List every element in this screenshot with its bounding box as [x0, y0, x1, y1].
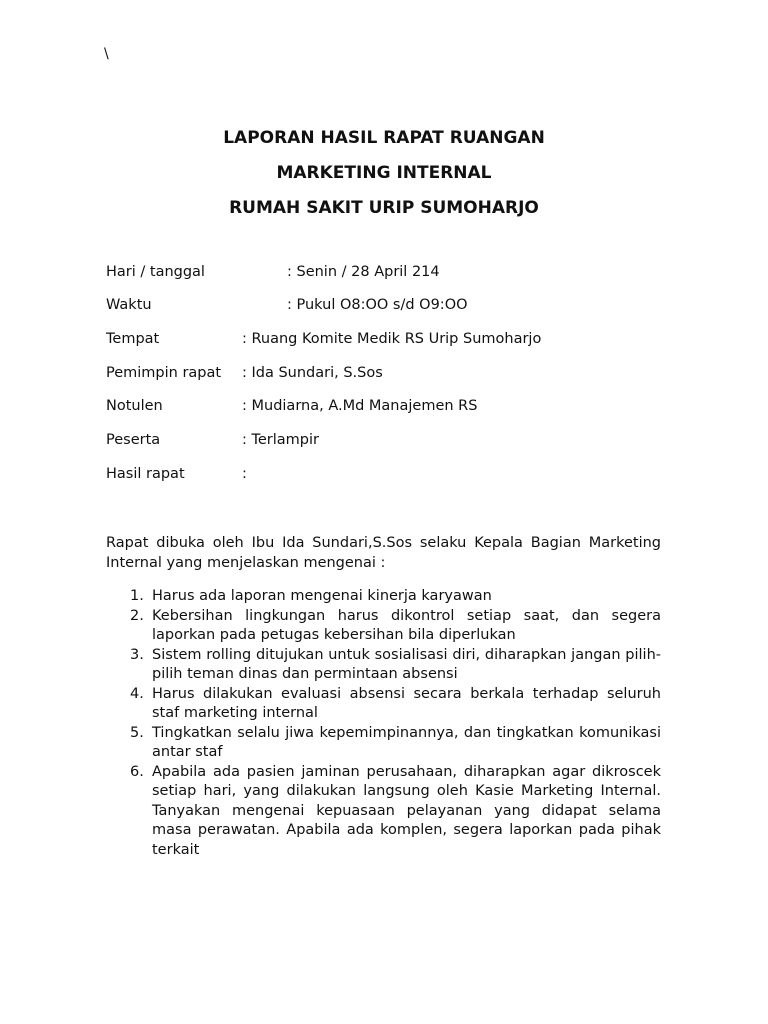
list-item-text: Tingkatkan selalu jiwa kepemimpinannya, dan tingkatkan komunikasi antar staf — [152, 724, 661, 760]
detail-row-notulen — [106, 398, 478, 414]
list-item-text: Harus dilakukan evaluasi absensi secara berkala terhadap seluruh staf marketing internal — [152, 685, 661, 721]
detail-value: : Ruang Komite Medik RS Urip Sumoharjo — [242, 331, 542, 347]
list-item-number: 6. — [130, 763, 144, 780]
meeting-points-list — [106, 587, 661, 860]
list-item-text: Apabila ada pasien jaminan perusahaan, diharapkan agar dikroscek setiap hari, yang dilakukan langsung oleh Kasie Marketing Internal. Tanyakan mengenai kepuasaan pelayanan yang didapat selama masa perawatan. Apabila ada komplen, segera laporkan pada pihak terkait — [152, 763, 661, 858]
detail-value: : Pukul O8:OO s/d O9:OO — [287, 297, 468, 313]
list-item-number: 4. — [130, 685, 144, 702]
list-item — [106, 685, 661, 724]
list-item — [106, 763, 661, 861]
detail-value: : — [242, 466, 247, 482]
detail-row-peserta — [106, 432, 320, 448]
list-item-number: 5. — [130, 724, 144, 741]
detail-label: Hari / tanggal — [106, 264, 205, 280]
detail-value: : Senin / 28 April 214 — [287, 264, 440, 280]
list-item-number: 1. — [130, 588, 144, 604]
detail-row-hasil-rapat — [106, 466, 247, 482]
document-title-line-1: LAPORAN HASIL RAPAT RUANGAN — [223, 128, 545, 148]
detail-row-tempat — [106, 331, 542, 347]
detail-value: : Ida Sundari, S.Sos — [242, 365, 383, 381]
detail-value: : Mudiarna, A.Md Manajemen RS — [242, 398, 478, 414]
detail-label: Peserta — [106, 432, 161, 448]
list-item — [106, 724, 661, 763]
detail-label: Pemimpin rapat — [106, 365, 222, 381]
stray-mark: \ — [104, 46, 109, 62]
detail-row-pemimpin-rapat — [106, 365, 383, 381]
detail-label: Tempat — [106, 331, 160, 347]
list-item — [106, 587, 661, 607]
list-item-number: 3. — [130, 646, 144, 663]
list-item — [106, 607, 661, 646]
document-title-line-3: RUMAH SAKIT URIP SUMOHARJO — [229, 198, 539, 218]
list-item-text: Sistem rolling ditujukan untuk sosialisasi diri, diharapkan jangan pilih-pilih teman dinas dan permintaan absensi — [152, 646, 661, 682]
list-item-number: 2. — [130, 607, 144, 624]
detail-row-hari-tanggal — [106, 264, 440, 280]
detail-label: Waktu — [106, 297, 152, 313]
document-title-line-2: MARKETING INTERNAL — [276, 163, 492, 183]
intro-paragraph: Rapat dibuka oleh Ibu Ida Sundari,S.Sos selaku Kepala Bagian Marketing Internal yang menjelaskan mengenai : — [106, 535, 661, 571]
detail-label: Hasil rapat — [106, 466, 185, 482]
detail-label: Notulen — [106, 398, 163, 414]
list-item-text: Kebersihan lingkungan harus dikontrol setiap saat, dan segera laporkan pada petugas kebersihan bila diperlukan — [152, 607, 661, 643]
list-item-text: Harus ada laporan mengenai kinerja karyawan — [152, 588, 492, 604]
list-item — [106, 646, 661, 685]
detail-value: : Terlampir — [242, 432, 320, 448]
detail-row-waktu — [106, 297, 468, 313]
